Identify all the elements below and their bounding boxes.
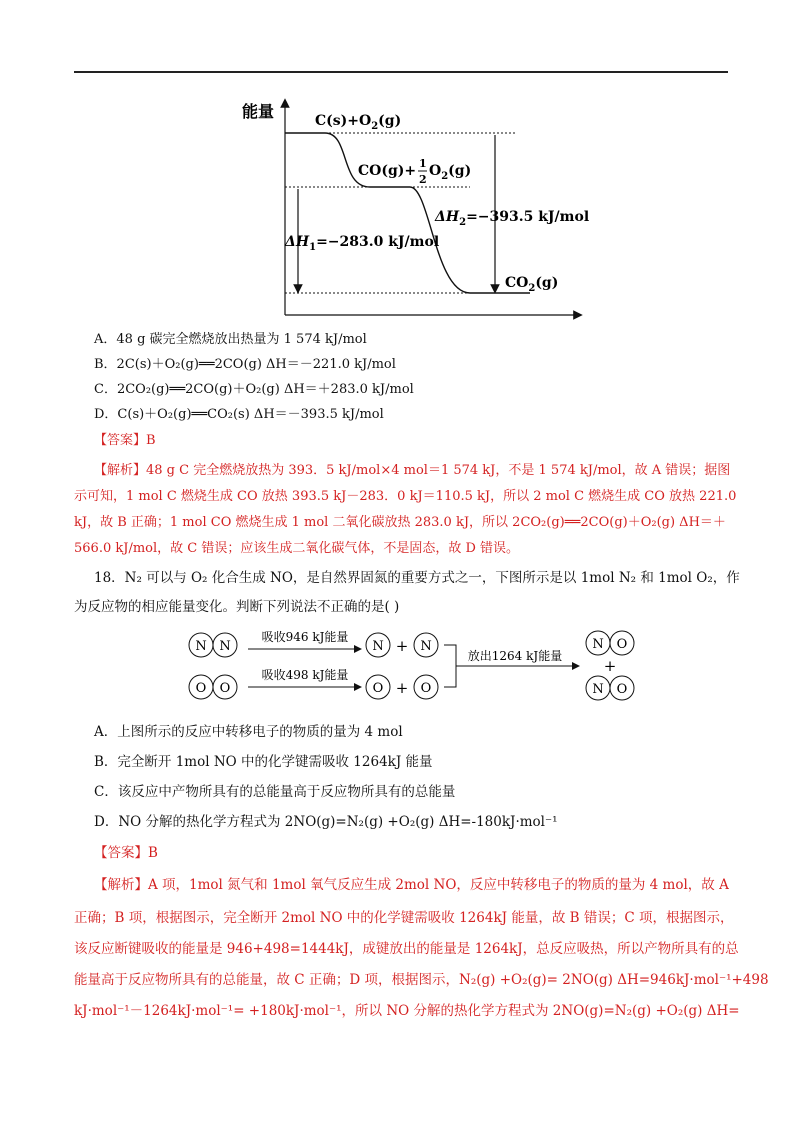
mid-level-label <box>358 157 471 186</box>
q18-option-b: B．完全断开 1mol NO 中的化学键需吸收 1264kJ 能量 <box>94 754 433 770</box>
q17-option-c: C．2CO₂(g)══2CO(g)＋O₂(g) ΔH＝＋283.0 kJ/mol <box>94 382 414 397</box>
q17-option-b: B．2C(s)＋O₂(g)══2CO(g) ΔH＝－221.0 kJ/mol <box>94 357 396 372</box>
q18-explanation-line: 该反应断键吸收的能量是 946+498=1444kJ，成键放出的能量是 1264kJ，总反应吸热，所以产物所具有的总 <box>74 941 739 957</box>
q18-stem: 18．N₂ 可以与 O₂ 化合生成 NO，是自然界固氮的重要方式之一，下图所示是以 1mol N₂ 和 1mol O₂，作 <box>94 570 740 586</box>
q18-explanation-line: 正确；B 项，根据图示，完全断开 2mol NO 中的化学键需吸收 1264kJ 能量，故 B 错误；C 项，根据图示， <box>74 910 734 926</box>
svg-text:N: N <box>195 639 207 654</box>
svg-text:O: O <box>616 682 628 697</box>
energy-diagram <box>230 95 590 325</box>
q18-option-c: C．该反应中产物所具有的总能量高于反应物所具有的总能量 <box>94 784 456 800</box>
q17-answer: 【答案】B <box>94 433 156 448</box>
q17-explanation-line: kJ，故 B 正确；1 mol CO 燃烧生成 1 mol 二氧化碳放热 283.0 kJ，所以 2CO₂(g)══2CO(g)＋O₂(g) ΔH＝＋ <box>74 515 726 530</box>
svg-text:N: N <box>219 639 231 654</box>
svg-text:+: + <box>603 657 617 675</box>
q18-option-d: D．NO 分解的热化学方程式为 2NO(g)=N₂(g) +O₂(g) ΔH=-180kJ·mol⁻¹ <box>94 814 558 830</box>
q17-option-a: A．48 g 碳完全燃烧放出热量为 1 574 kJ/mol <box>94 332 367 347</box>
svg-text:O: O <box>372 681 384 696</box>
bracket <box>444 645 456 687</box>
header-rule <box>74 71 728 73</box>
svg-text:N: N <box>372 639 384 654</box>
svg-text:O: O <box>219 681 231 696</box>
svg-text:O: O <box>195 681 207 696</box>
absorb-n2-label: 吸收946 kJ能量 <box>261 630 349 644</box>
svg-text:O: O <box>616 637 628 652</box>
q17-explanation-line: 566.0 kJ/mol，故 C 错误；应该生成二氧化碳气体，不是固态，故 D 错误。 <box>74 541 520 556</box>
svg-text:2: 2 <box>419 173 427 186</box>
release-label: 放出1264 kJ能量 <box>467 649 563 663</box>
q18-option-a: A．上图所示的反应中转移电子的物质的量为 4 mol <box>94 724 403 740</box>
dh2-label: $\Delta H_2=-393.5$ kJ/mol <box>435 209 590 228</box>
svg-text:O2(g): $O_2(g)$ <box>429 163 472 182</box>
q17-option-d: D．C(s)＋O₂(g)══CO₂(s) ΔH＝－393.5 kJ/mol <box>94 407 384 422</box>
svg-text:N: N <box>592 637 604 652</box>
q18-answer: 【答案】B <box>94 845 158 861</box>
q18-explanation-line: 能量高于反应物所具有的总能量，故 C 正确；D 项，根据图示，N₂(g) +O₂(g)= 2NO(g) ΔH=946kJ·mol⁻¹+498 <box>74 972 769 988</box>
q17-explanation-line: 示可知，1 mol C 燃烧生成 CO 放热 393.5 kJ－283．0 kJ＝110.5 kJ，所以 2 mol C 燃烧生成 CO 放热 221.0 <box>74 489 737 504</box>
svg-text:N: N <box>420 639 432 654</box>
axis-label: 能量 <box>242 102 275 121</box>
dh1-label: $\Delta H_1=-283.0$ kJ/mol <box>285 234 440 253</box>
q17-explanation-line: 【解析】48 g C 完全燃烧放热为 393．5 kJ/mol×4 mol＝1 574 kJ，不是 1 574 kJ/mol，故 A 错误；据图 <box>94 463 731 478</box>
q18-stem: 为反应物的相应能量变化。判断下列说法不正确的是( ) <box>74 599 400 615</box>
svg-text:+: + <box>395 637 409 655</box>
bond-energy-diagram <box>180 625 650 705</box>
svg-text:1: 1 <box>419 157 427 170</box>
svg-text:CO(g)+: CO(g)+ <box>358 163 417 179</box>
bottom-level-label: $CO_2(g)$ <box>505 275 559 294</box>
svg-text:+: + <box>395 679 409 697</box>
svg-text:N: N <box>592 682 604 697</box>
top-level-label: $C(s)+O_2(g)$ <box>315 113 402 132</box>
absorb-o2-label: 吸收498 kJ能量 <box>261 668 349 682</box>
q18-explanation-line: kJ·mol⁻¹－1264kJ·mol⁻¹= +180kJ·mol⁻¹，所以 NO 分解的热化学方程式为 2NO(g)=N₂(g) +O₂(g) ΔH= <box>74 1003 740 1019</box>
svg-text:O: O <box>420 681 432 696</box>
q18-explanation-line: 【解析】A 项，1mol 氮气和 1mol 氧气反应生成 2mol NO，反应中转移电子的物质的量为 4 mol，故 A <box>94 877 729 893</box>
